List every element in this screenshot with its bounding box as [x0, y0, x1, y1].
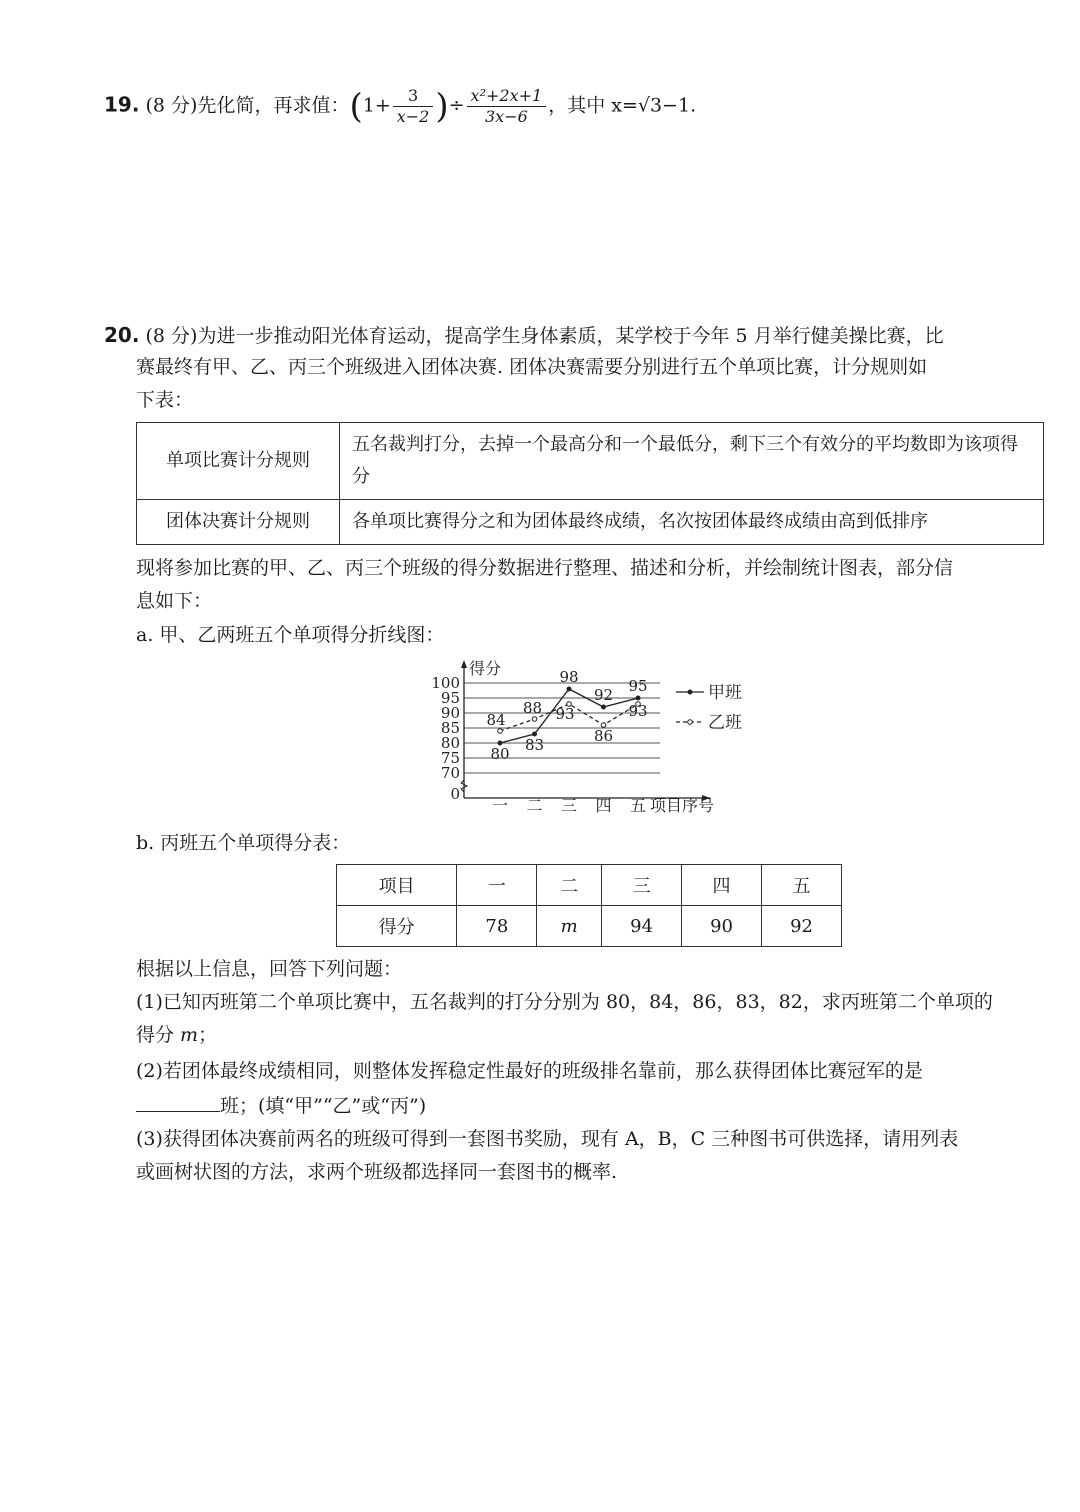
- sub-question-1-line-1: (1)已知丙班第二个单项比赛中，五名裁判的打分分别为 80，84，86，83，82，求丙班第二个单项的: [136, 991, 993, 1013]
- x-tick-label: 三: [560, 796, 578, 815]
- question-points: (8 分): [145, 94, 198, 117]
- x-axis-label: 项目序号: [650, 796, 715, 815]
- part-b-label: b. 丙班五个单项得分表：: [136, 832, 351, 854]
- question-suffix: ，其中 x=√3−1.: [548, 94, 697, 117]
- divide-sign: ÷: [448, 94, 465, 117]
- table-header-cell: 五: [762, 865, 842, 906]
- q20-intro-3: 下表：: [136, 389, 194, 411]
- sub-question-3-line-1: (3)获得团体决赛前两名的班级可得到一套图书奖励，现有 A，B，C 三种图书可供选择，请用列表: [136, 1128, 959, 1150]
- fraction-2: $\frac{\text{x²+2x+1}}{3x-6}$: [467, 86, 547, 127]
- table-cell: 得分: [337, 906, 457, 947]
- rule-text: 五名裁判打分，去掉一个最高分和一个最低分，剩下三个有效分的平均数即为该项得分: [340, 423, 1044, 500]
- sub-question-2-line-1: (2)若团体最终成绩相同，则整体发挥稳定性最好的班级排名靠前，那么获得团体比赛冠军的是: [136, 1060, 923, 1082]
- table-header-cell: 项目: [337, 865, 457, 906]
- data-label: 80: [490, 745, 510, 763]
- data-label: 83: [524, 736, 545, 754]
- x-tick-label: 四: [595, 796, 612, 815]
- table-row: [337, 865, 842, 906]
- sub-question-3-line-2: 或画树状图的方法，求两个班级都选择同一套图书的概率.: [136, 1161, 618, 1183]
- left-paren: (: [349, 86, 363, 127]
- sub-question-2-line-2: 班；(填“甲”“乙”或“丙”): [136, 1087, 426, 1123]
- table-row: [137, 500, 1044, 545]
- data-point: [532, 717, 537, 722]
- y-axis-label: 得分: [469, 659, 502, 678]
- question-prefix: 先化简，再求值：: [197, 94, 350, 117]
- q20-intro-1: 20. (8 分)为进一步推动阳光体育运动，提高学生身体素质，某学校于今年 5 月举行健美操比赛，比: [104, 323, 944, 347]
- data-label: 95: [628, 677, 648, 695]
- y-tick-label: 95: [440, 689, 460, 707]
- line-chart: [420, 650, 760, 820]
- chart-legend: [676, 683, 742, 733]
- data-label: 88: [522, 699, 543, 717]
- data-label: 93: [628, 702, 648, 720]
- question-points: (8 分): [145, 325, 198, 347]
- data-label: 86: [593, 727, 614, 745]
- table-cell: 90: [682, 906, 762, 947]
- legend-marker: [688, 690, 693, 695]
- table-cell: m: [537, 906, 602, 947]
- rule-label: 团体决赛计分规则: [137, 500, 340, 545]
- legend-marker: [688, 720, 693, 725]
- rules-table: [136, 422, 1044, 545]
- table-header-cell: 四: [682, 865, 762, 906]
- data-label: 92: [593, 686, 614, 704]
- table-cell: 78: [457, 906, 537, 947]
- y-tick-label: 80: [440, 734, 460, 752]
- ask-text: 根据以上信息，回答下列问题：: [136, 958, 403, 980]
- data-point: [498, 729, 503, 734]
- table-header-cell: 一: [457, 865, 537, 906]
- table-row: [137, 423, 1044, 500]
- q20-intro-2: 赛最终有甲、乙、丙三个班级进入团体决赛. 团体决赛需要分别进行五个单项比赛，计分规则如: [136, 356, 928, 378]
- y-tick-label: 90: [440, 704, 460, 722]
- right-paren: ): [435, 86, 449, 127]
- question-number: 20.: [104, 323, 140, 347]
- y-axis-arrow: [461, 660, 467, 668]
- legend-label: 乙班: [708, 713, 742, 733]
- question-number: 19.: [104, 92, 140, 117]
- table-row: [337, 906, 842, 947]
- table-header-cell: 二: [537, 865, 602, 906]
- data-point: [636, 696, 641, 701]
- x-tick-label: 五: [629, 796, 647, 815]
- table-cell: 92: [762, 906, 842, 947]
- score-table: [336, 864, 842, 947]
- after-table-1: 现将参加比赛的甲、乙、丙三个班级的得分数据进行整理、描述和分析，并绘制统计图表，部分信: [136, 557, 954, 579]
- chart-labels: [431, 659, 714, 815]
- table-cell: 94: [602, 906, 682, 947]
- y-tick-label: 70: [440, 764, 460, 782]
- part-a-label: a. 甲、乙两班五个单项得分折线图：: [136, 624, 445, 646]
- question-19: [104, 86, 696, 127]
- y-tick-label: 100: [431, 674, 460, 692]
- x-tick-label: 二: [526, 796, 543, 815]
- y-tick-label: 0: [450, 785, 460, 803]
- data-point: [567, 687, 572, 692]
- one-plus: 1+: [362, 94, 391, 117]
- data-label: 93: [555, 705, 575, 723]
- x-tick-label: 一: [491, 796, 509, 815]
- rule-text: 各单项比赛得分之和为团体最终成绩，名次按团体最终成绩由高到低排序: [340, 500, 1044, 545]
- data-point: [601, 705, 606, 710]
- table-header-cell: 三: [602, 865, 682, 906]
- y-tick-label: 85: [440, 719, 460, 737]
- data-label: 98: [559, 668, 579, 686]
- sub-question-1-line-2: 得分 m；: [136, 1024, 218, 1046]
- data-label: 84: [486, 711, 506, 729]
- y-tick-label: 75: [440, 749, 460, 767]
- fraction-1: $\frac{3}{x-2}$: [393, 86, 434, 127]
- after-table-2: 息如下：: [136, 590, 213, 612]
- rule-label: 单项比赛计分规则: [137, 423, 340, 500]
- answer-blank[interactable]: [136, 1087, 220, 1112]
- legend-label: 甲班: [708, 683, 742, 703]
